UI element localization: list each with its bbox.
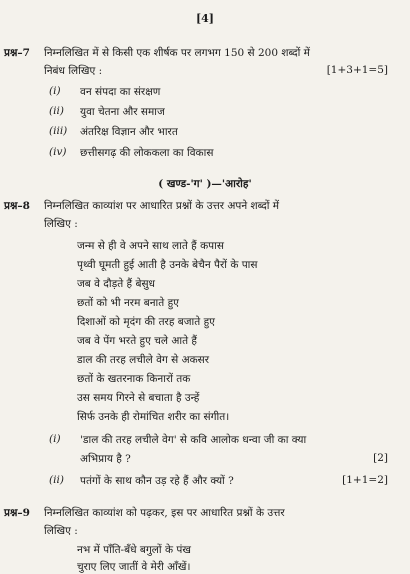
q7-option-number: (iii) bbox=[49, 125, 68, 137]
page-number: [4] bbox=[195, 12, 215, 25]
section-heading: ( खण्ड-'ग' )—'आरोह' bbox=[158, 178, 252, 190]
q7-option-text: छत्तीसगढ़ की लोककला का विकास bbox=[80, 147, 214, 159]
q9-poem-line: चुराए लिए जातीं वे मेरी आँखें। bbox=[77, 561, 191, 573]
question-9-line-2: लिखिए : bbox=[44, 525, 78, 537]
q8-sub-1-marks: [2] bbox=[373, 452, 388, 464]
q8-poem-line: छतों को भी नरम बनाते हुए bbox=[77, 297, 179, 309]
q8-poem-line: जन्म से ही वे अपने साथ लाते हैं कपास bbox=[77, 240, 224, 252]
q8-sub-1-line-1: 'डाल की तरह लचीले वेग' से कवि आलोक धन्वा जी का क्या bbox=[80, 434, 307, 446]
q8-poem-line: जब वे पेंग भरते हुए चले आते हैं bbox=[77, 335, 197, 347]
q8-sub-1-line-2: अभिप्राय है ? bbox=[80, 453, 131, 465]
q8-poem-line: डाल की तरह लचीले वेग से अकसर bbox=[77, 354, 210, 366]
q8-sub-1-number: (i) bbox=[49, 433, 61, 445]
q7-option-text: युवा चेतना और समाज bbox=[80, 106, 165, 118]
q8-sub-2-text: पतंगों के साथ कौन उड़ रहे हैं और क्यों ? bbox=[80, 475, 234, 487]
q8-poem-line: छतों के खतरनाक किनारों तक bbox=[77, 373, 191, 385]
q7-option-number: (ii) bbox=[49, 105, 64, 117]
question-7-label: प्रश्न–7 bbox=[4, 47, 30, 59]
question-7-line-1: निम्नलिखित में से किसी एक शीर्षक पर लगभग 150 से 200 शब्दों में bbox=[44, 47, 310, 59]
q8-poem-line: सिर्फ उनके ही रोमांचित शरीर का संगीत। bbox=[77, 411, 230, 423]
q8-poem-line: दिशाओं को मृदंग की तरह बजाते हुए bbox=[77, 316, 215, 328]
question-7-marks: [1+3+1=5] bbox=[326, 64, 388, 76]
q8-sub-2-number: (ii) bbox=[49, 474, 64, 486]
q7-option-number: (i) bbox=[49, 85, 61, 97]
question-8-label: प्रश्न–8 bbox=[4, 200, 30, 212]
question-9-label: प्रश्न–9 bbox=[4, 507, 30, 519]
q8-sub-2-marks: [1+1=2] bbox=[342, 474, 388, 486]
question-9-line-1: निम्नलिखित काव्यांश को पढ़कर, इस पर आधारित प्रश्नों के उत्तर bbox=[44, 507, 285, 519]
q8-poem-line: जब वे दौड़ते हैं बेसुध bbox=[77, 278, 155, 290]
q9-poem-line: नभ में पाँति-बँधे बगुलों के पंख bbox=[77, 544, 191, 556]
q8-poem-line: पृथ्वी घूमती हुई आती है उनके बेचैन पैरों के पास bbox=[77, 259, 258, 271]
question-8-line-1: निम्नलिखित काव्यांश पर आधारित प्रश्नों के उत्तर अपने शब्दों में bbox=[44, 200, 280, 212]
q7-option-text: अंतरिक्ष विज्ञान और भारत bbox=[80, 126, 178, 138]
q8-poem-line: उस समय गिरने से बचाता है उन्हें bbox=[77, 392, 200, 404]
q7-option-number: (iv) bbox=[49, 146, 67, 158]
q7-option-text: वन संपदा का संरक्षण bbox=[80, 86, 161, 98]
question-7-line-2: निबंध लिखिए : bbox=[44, 65, 103, 77]
question-8-line-2: लिखिए : bbox=[44, 218, 78, 230]
